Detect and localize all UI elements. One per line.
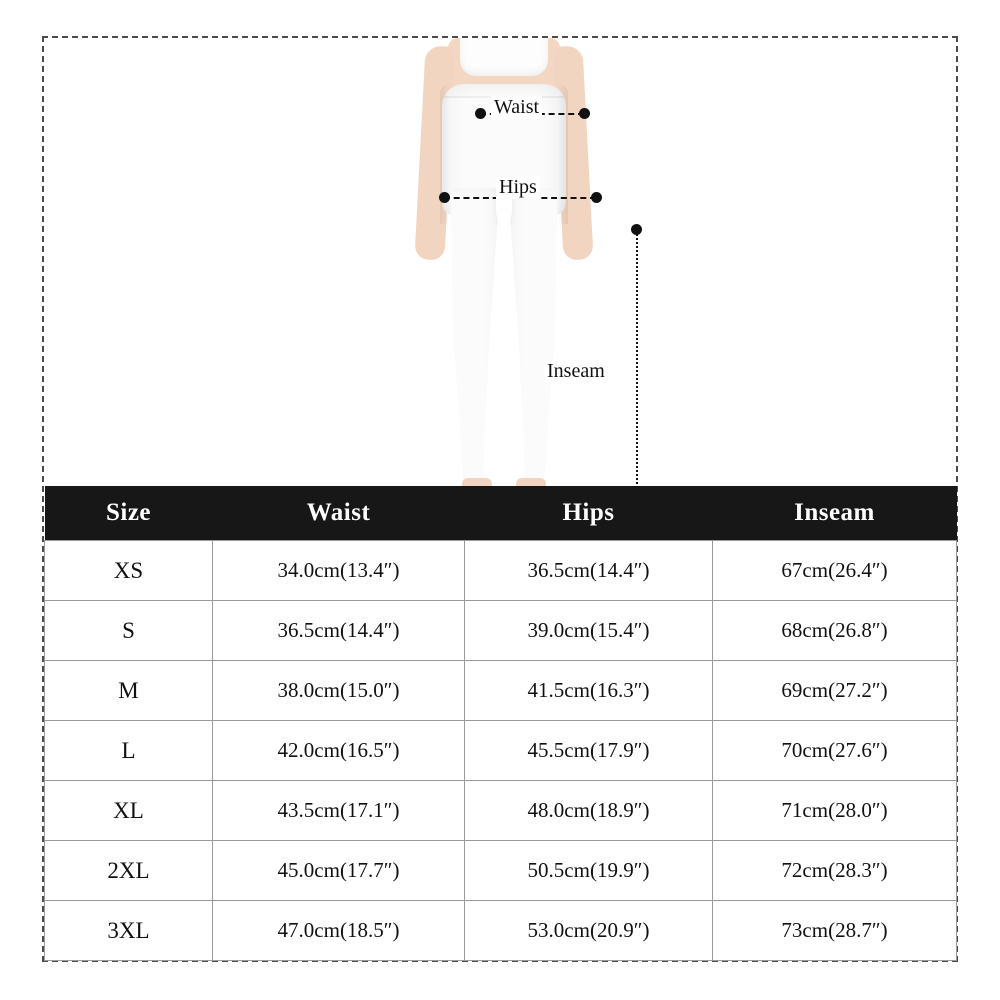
cell-inseam: 70cm(27.6″) (713, 721, 957, 781)
table-body (45, 541, 957, 961)
left-foot-shape (462, 478, 492, 486)
right-foot-shape (516, 478, 546, 486)
hips-endpoint-left-icon (439, 192, 450, 203)
cell-inseam: 69cm(27.2″) (713, 661, 957, 721)
hips-measure-label: Hips (496, 176, 540, 199)
cell-hips: 45.5cm(17.9″) (465, 721, 713, 781)
size-table (44, 486, 957, 961)
waist-endpoint-left-icon (475, 108, 486, 119)
cell-size: L (45, 721, 213, 781)
cell-hips: 39.0cm(15.4″) (465, 601, 713, 661)
cell-inseam: 67cm(26.4″) (713, 541, 957, 601)
column-header-waist: Waist (213, 486, 465, 541)
cell-waist: 34.0cm(13.4″) (213, 541, 465, 601)
column-header-hips: Hips (465, 486, 713, 541)
left-leg-shape (448, 188, 502, 486)
hip-shading-right (558, 84, 568, 224)
table-row (45, 601, 957, 661)
table-row (45, 781, 957, 841)
cell-inseam: 73cm(28.7″) (713, 901, 957, 961)
table-row (45, 541, 957, 601)
cell-size: 3XL (45, 901, 213, 961)
table-header-row (45, 486, 957, 541)
waist-endpoint-right-icon (579, 108, 590, 119)
cell-waist: 42.0cm(16.5″) (213, 721, 465, 781)
cell-waist: 47.0cm(18.5″) (213, 901, 465, 961)
inseam-measure-line (636, 231, 638, 486)
cell-hips: 36.5cm(14.4″) (465, 541, 713, 601)
cell-size: 2XL (45, 841, 213, 901)
cell-inseam: 72cm(28.3″) (713, 841, 957, 901)
waist-measure-label: Waist (491, 96, 542, 119)
cell-waist: 38.0cm(15.0″) (213, 661, 465, 721)
inseam-endpoint-top-icon (631, 224, 642, 235)
right-leg-shape (506, 188, 560, 486)
cell-hips: 50.5cm(19.9″) (465, 841, 713, 901)
cell-size: S (45, 601, 213, 661)
column-header-size: Size (45, 486, 213, 541)
column-header-inseam: Inseam (713, 486, 957, 541)
table-row (45, 721, 957, 781)
cell-inseam: 68cm(26.8″) (713, 601, 957, 661)
table-row (45, 901, 957, 961)
cell-hips: 41.5cm(16.3″) (465, 661, 713, 721)
cell-waist: 36.5cm(14.4″) (213, 601, 465, 661)
cell-size: XS (45, 541, 213, 601)
inseam-measure-label: Inseam (544, 360, 608, 383)
cell-hips: 48.0cm(18.9″) (465, 781, 713, 841)
hip-shading-left (440, 84, 450, 224)
cell-waist: 45.0cm(17.7″) (213, 841, 465, 901)
table-row (45, 661, 957, 721)
cell-inseam: 71cm(28.0″) (713, 781, 957, 841)
cell-hips: 53.0cm(20.9″) (465, 901, 713, 961)
hips-endpoint-right-icon (591, 192, 602, 203)
size-table-container (44, 486, 956, 961)
crop-top-shape (460, 38, 548, 76)
model-illustration (44, 38, 956, 486)
cell-size: M (45, 661, 213, 721)
cell-waist: 43.5cm(17.1″) (213, 781, 465, 841)
table-row (45, 841, 957, 901)
cell-size: XL (45, 781, 213, 841)
